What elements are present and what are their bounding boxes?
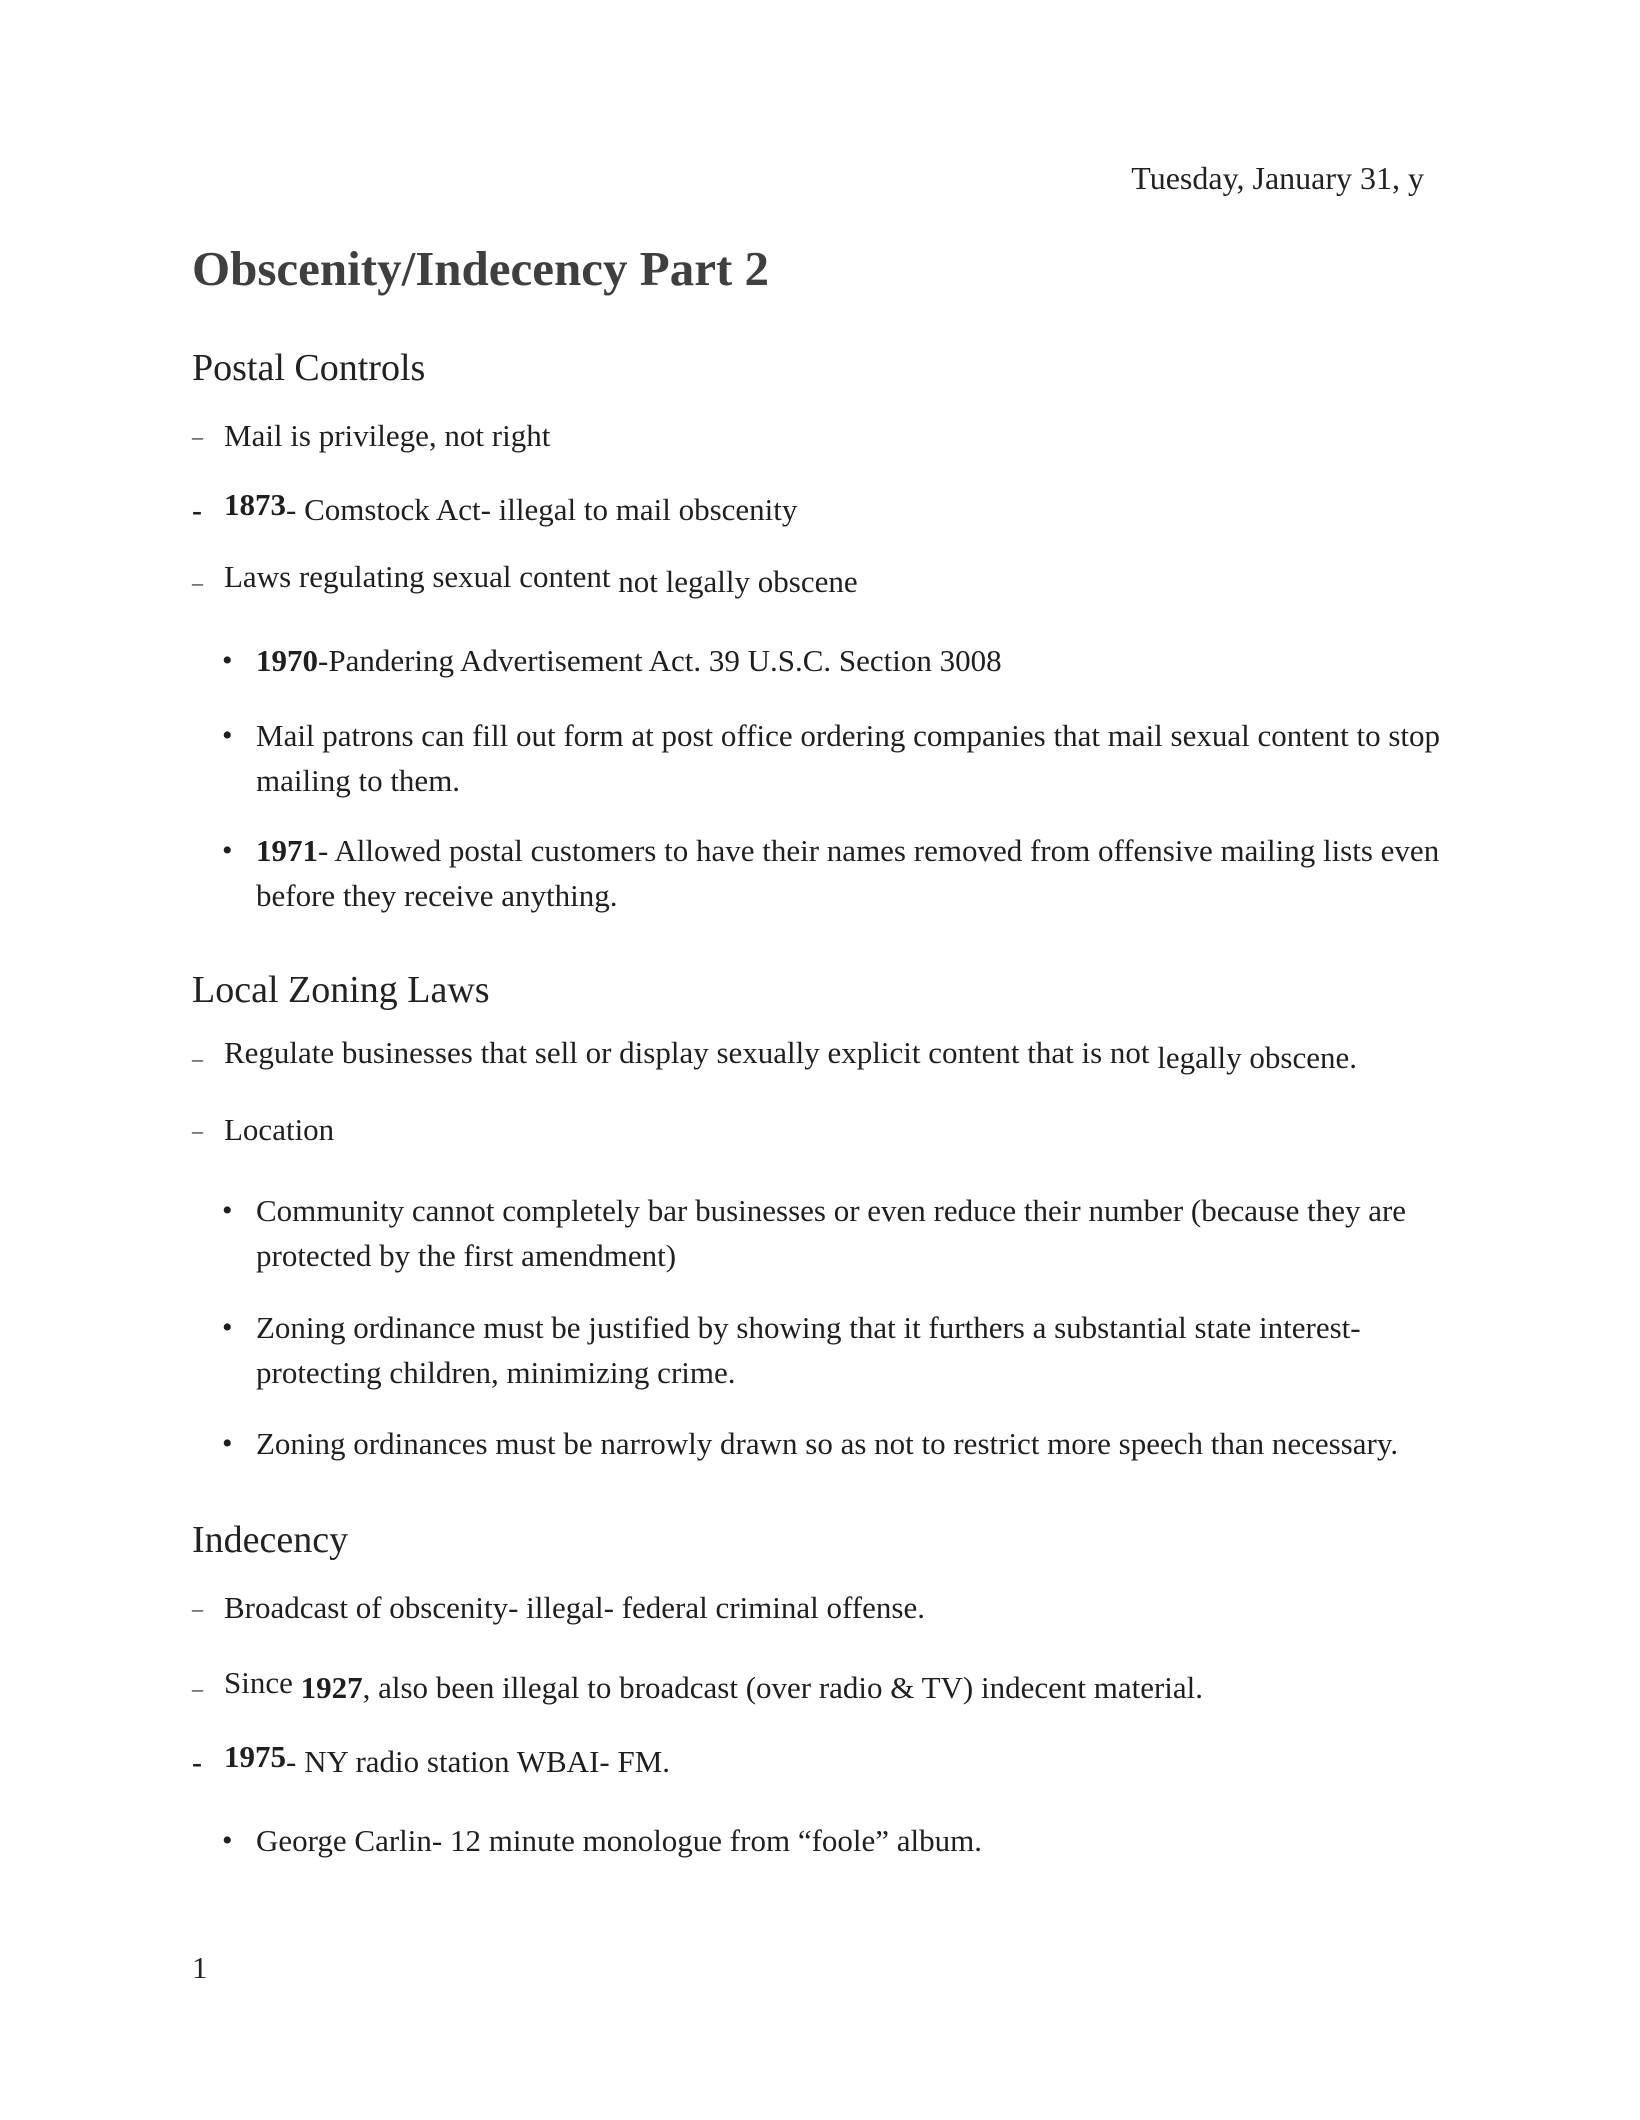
- bullet-icon: •: [222, 644, 233, 677]
- bullet-icon: •: [222, 719, 233, 752]
- page-number: 1: [192, 1950, 208, 1985]
- bullet-item: • Zoning ordinances must be narrowly drawn so as not to restrict more speech than necessary.: [222, 1421, 1442, 1466]
- document-title: Obscenity/Indecency Part 2: [192, 241, 770, 296]
- dash-marker: –: [192, 1596, 203, 1621]
- bullet-icon: •: [222, 1311, 233, 1344]
- bullet-icon: •: [222, 834, 233, 867]
- dash-marker: –: [192, 1046, 203, 1071]
- list-item: - 1873- Comstock Act- illegal to mail obscenity: [192, 487, 798, 527]
- dash-marker: -: [192, 494, 202, 527]
- section-heading-local-zoning-laws: Local Zoning Laws: [192, 969, 490, 1011]
- dash-marker: –: [192, 1118, 203, 1143]
- list-item: – Laws regulating sexual content not legally obscene: [192, 559, 858, 599]
- bullet-item: • George Carlin- 12 minute monologue from “foole” album.: [222, 1818, 1442, 1863]
- list-item: – Mail is privilege, not right: [192, 418, 551, 453]
- section-heading-postal-controls: Postal Controls: [192, 347, 426, 389]
- document-date: Tuesday, January 31, y: [1131, 160, 1424, 196]
- list-item: – Broadcast of obscenity- illegal- federal criminal offense.: [192, 1590, 925, 1625]
- dash-marker: –: [192, 1676, 203, 1701]
- dash-marker: –: [192, 570, 203, 595]
- bullet-icon: •: [222, 1427, 233, 1460]
- list-item: - 1975- NY radio station WBAI- FM.: [192, 1739, 671, 1779]
- bullet-item: • Community cannot completely bar businesses or even reduce their number (because they are protected by the first amendment): [222, 1188, 1442, 1278]
- dash-marker: –: [192, 424, 203, 449]
- bullet-item: • Zoning ordinance must be justified by showing that it furthers a substantial state interest- protecting children, minimizing crime.: [222, 1305, 1442, 1395]
- section-heading-indecency: Indecency: [192, 1519, 349, 1561]
- dash-marker: -: [192, 1746, 202, 1779]
- bullet-icon: •: [222, 1194, 233, 1227]
- bullet-icon: •: [222, 1824, 233, 1857]
- bullet-item: • 1971- Allowed postal customers to have their names removed from offensive mailing lists even before they receive anything.: [222, 828, 1442, 918]
- list-item: – Since 1927, also been illegal to broadcast (over radio & TV) indecent material.: [192, 1665, 1204, 1705]
- list-item: – Location: [192, 1112, 335, 1147]
- bullet-item: • 1970-Pandering Advertisement Act. 39 U.S.C. Section 3008: [222, 638, 1442, 683]
- bullet-item: • Mail patrons can fill out form at post office ordering companies that mail sexual content to stop mailing to them.: [222, 713, 1442, 803]
- list-item: – Regulate businesses that sell or display sexually explicit content that is not legally obscene.: [192, 1035, 1357, 1075]
